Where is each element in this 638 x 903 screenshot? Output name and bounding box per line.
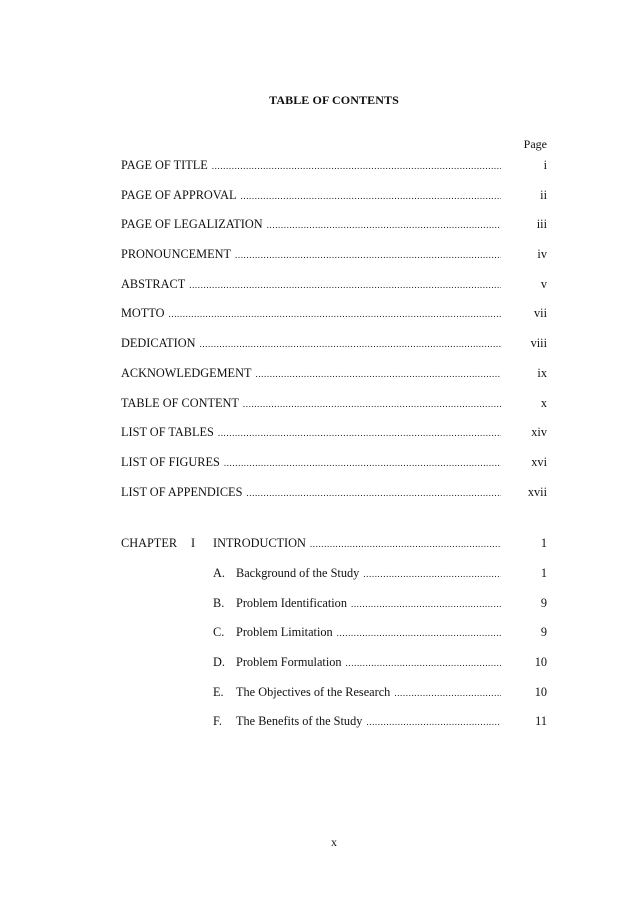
dot-leader bbox=[218, 425, 501, 441]
toc-entry-page: iv bbox=[537, 247, 547, 261]
section-letter: C. bbox=[213, 625, 225, 639]
dot-leader bbox=[199, 336, 501, 352]
chapter-word: CHAPTER bbox=[121, 536, 178, 550]
toc-entry-label: ACKNOWLEDGEMENT bbox=[121, 366, 252, 380]
section-entry bbox=[213, 684, 547, 700]
section-page: 9 bbox=[540, 596, 547, 610]
section-page: 10 bbox=[534, 685, 547, 699]
section-label: Background of the Study bbox=[236, 566, 360, 580]
section-letter: A. bbox=[213, 566, 225, 580]
section-letter: E. bbox=[213, 685, 224, 699]
toc-entry bbox=[121, 246, 547, 262]
section-entry bbox=[213, 654, 547, 670]
chapter-title: INTRODUCTION bbox=[213, 536, 306, 550]
dot-leader bbox=[363, 566, 501, 582]
section-page: 9 bbox=[540, 625, 547, 639]
toc-entry-label: DEDICATION bbox=[121, 336, 196, 350]
dot-leader bbox=[351, 596, 501, 612]
dot-leader bbox=[243, 396, 501, 412]
section-page: 1 bbox=[540, 566, 547, 580]
page-number-footer: x bbox=[331, 835, 337, 849]
section-entry bbox=[213, 624, 547, 640]
page-column-header: Page bbox=[523, 137, 547, 151]
toc-entry-label: LIST OF TABLES bbox=[121, 425, 214, 439]
toc-entry bbox=[121, 305, 547, 321]
toc-entry bbox=[121, 216, 547, 232]
toc-entry-page: vii bbox=[534, 306, 547, 320]
toc-entry-page: ix bbox=[537, 366, 547, 380]
dot-leader bbox=[235, 247, 501, 263]
dot-leader bbox=[255, 366, 501, 382]
page-title: TABLE OF CONTENTS bbox=[269, 93, 399, 107]
section-label: The Benefits of the Study bbox=[236, 714, 363, 728]
section-label: The Objectives of the Research bbox=[236, 685, 391, 699]
toc-entry bbox=[121, 484, 547, 500]
dot-leader bbox=[267, 217, 501, 233]
section-label: Problem Limitation bbox=[236, 625, 333, 639]
dot-leader bbox=[169, 306, 502, 322]
toc-entry-label: PAGE OF TITLE bbox=[121, 158, 208, 172]
section-page: 11 bbox=[535, 714, 547, 728]
chapter-title-entry bbox=[213, 535, 547, 551]
toc-entry bbox=[121, 187, 547, 203]
chapter-page: 1 bbox=[540, 536, 547, 550]
dot-leader bbox=[224, 455, 501, 471]
toc-entry-page: i bbox=[543, 158, 547, 172]
section-letter: D. bbox=[213, 655, 225, 669]
chapter-number: I bbox=[191, 536, 196, 550]
toc-entry-page: viii bbox=[530, 336, 547, 350]
dot-leader bbox=[310, 536, 501, 552]
toc-entry-page: iii bbox=[536, 217, 547, 231]
dot-leader bbox=[246, 485, 501, 501]
toc-entry-label: PAGE OF APPROVAL bbox=[121, 188, 237, 202]
dot-leader bbox=[212, 158, 501, 174]
dot-leader bbox=[337, 625, 501, 641]
toc-entry-page: xvii bbox=[527, 485, 547, 499]
dot-leader bbox=[346, 655, 501, 671]
toc-entry bbox=[121, 157, 547, 173]
toc-entry bbox=[121, 395, 547, 411]
section-label: Problem Formulation bbox=[236, 655, 342, 669]
toc-entry-label: TABLE OF CONTENT bbox=[121, 396, 239, 410]
toc-entry-page: xvi bbox=[531, 455, 547, 469]
dot-leader bbox=[241, 188, 502, 204]
section-letter: F. bbox=[213, 714, 222, 728]
toc-entry-page: ii bbox=[540, 188, 547, 202]
toc-entry-page: v bbox=[540, 277, 547, 291]
toc-entry bbox=[121, 365, 547, 381]
toc-entry-label: LIST OF FIGURES bbox=[121, 455, 220, 469]
dot-leader bbox=[366, 714, 501, 730]
toc-entry-page: xiv bbox=[531, 425, 547, 439]
toc-entry-label: ABSTRACT bbox=[121, 277, 186, 291]
section-letter: B. bbox=[213, 596, 225, 610]
section-entry bbox=[213, 595, 547, 611]
section-label: Problem Identification bbox=[236, 596, 347, 610]
section-entry bbox=[213, 713, 547, 729]
toc-entry bbox=[121, 335, 547, 351]
toc-entry-page: x bbox=[540, 396, 547, 410]
toc-entry-label: MOTTO bbox=[121, 306, 165, 320]
section-page: 10 bbox=[534, 655, 547, 669]
dot-leader bbox=[394, 685, 501, 701]
toc-entry-label: LIST OF APPENDICES bbox=[121, 485, 243, 499]
toc-entry-label: PRONOUNCEMENT bbox=[121, 247, 231, 261]
toc-entry-label: PAGE OF LEGALIZATION bbox=[121, 217, 263, 231]
dot-leader bbox=[189, 277, 501, 293]
toc-entry bbox=[121, 424, 547, 440]
section-entry bbox=[213, 565, 547, 581]
toc-entry bbox=[121, 454, 547, 470]
toc-entry bbox=[121, 276, 547, 292]
